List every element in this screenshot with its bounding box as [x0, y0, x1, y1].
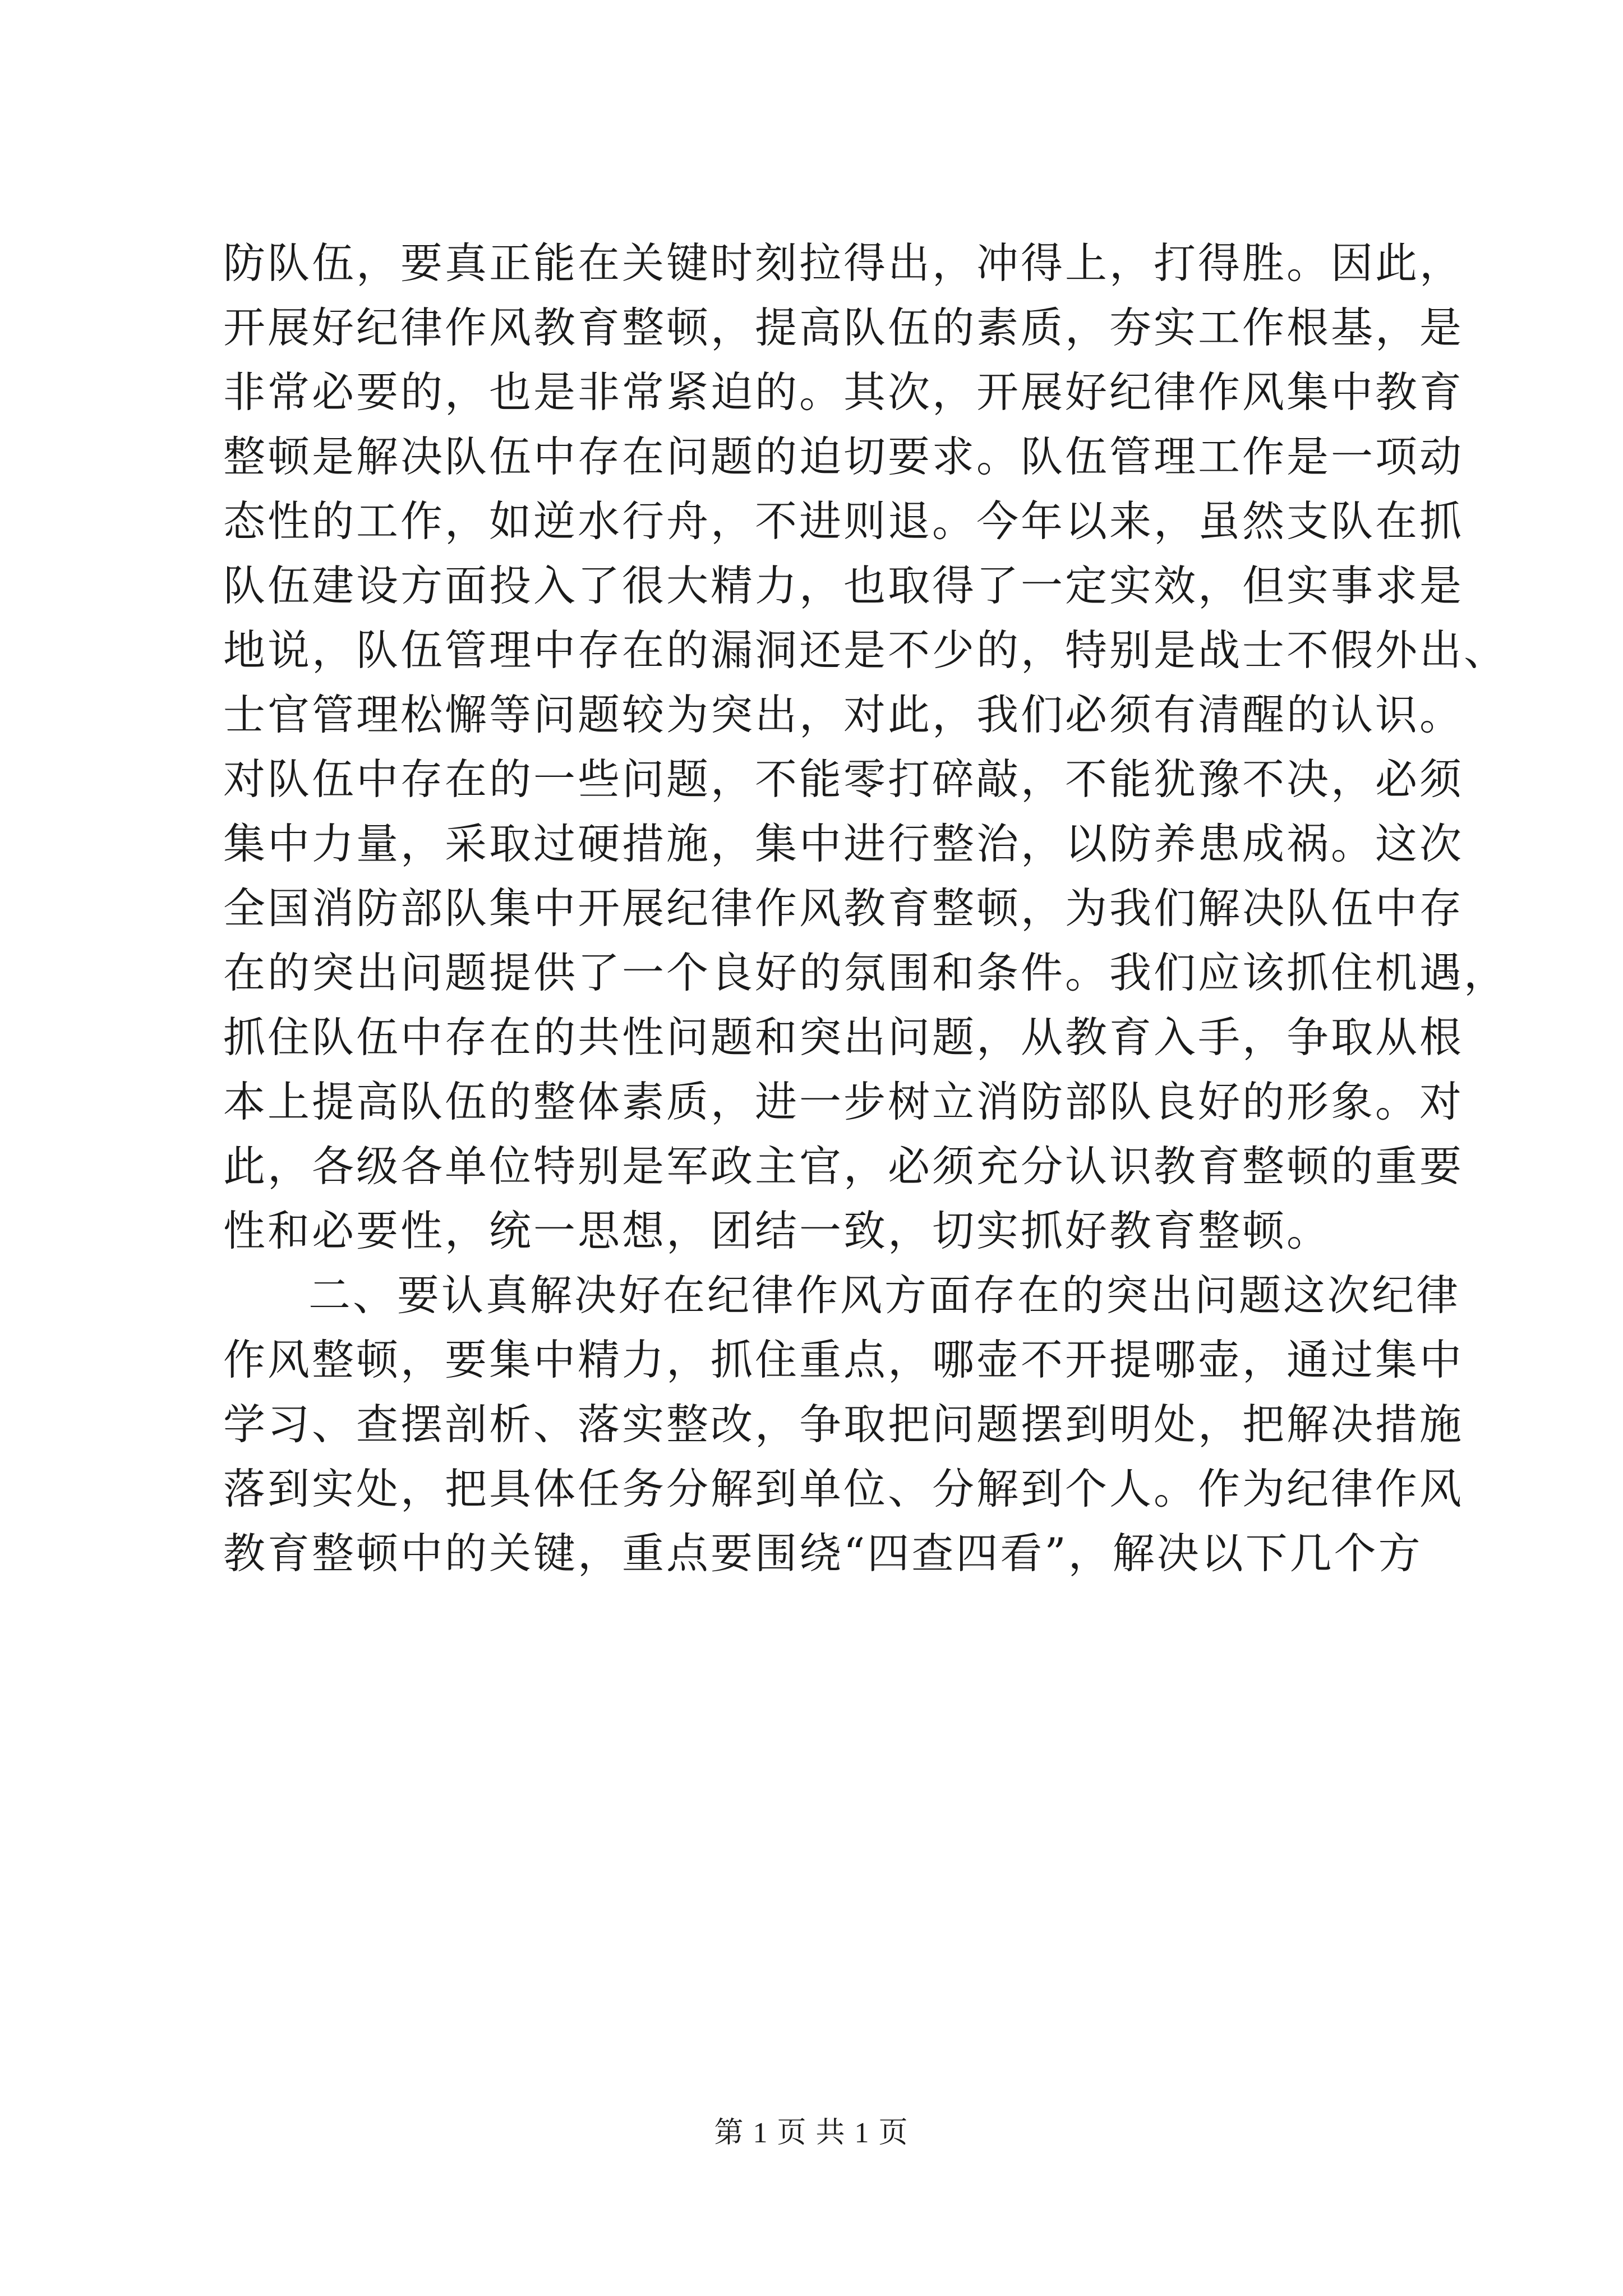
text-line: 本上提高队伍的整体素质，进一步树立消防部队良好的形象。对	[223, 1077, 1464, 1126]
text-line: 集中力量，采取过硬措施，集中进行整治，以防养患成祸。这次	[223, 819, 1464, 868]
text-line: 作风整顿，要集中精力，抓住重点，哪壶不开提哪壶，通过集中	[223, 1335, 1464, 1384]
text-line: 全国消防部队集中开展纪律作风教育整顿，为我们解决队伍中存	[223, 884, 1464, 933]
text-line: 地说，队伍管理中存在的漏洞还是不少的，特别是战士不假外出、	[223, 625, 1509, 675]
text-line: 开展好纪律作风教育整顿，提高队伍的素质，夯实工作根基，是	[223, 303, 1464, 352]
text-line: 非常必要的，也是非常紧迫的。其次，开展好纪律作风集中教育	[223, 367, 1464, 417]
text-line: 教育整顿中的关键，重点要围绕“四查四看”，解决以下几个方	[223, 1529, 1423, 1578]
text-line: 学习、查摆剖析、落实整改，争取把问题摆到明处，把解决措施	[223, 1400, 1464, 1449]
page-footer: 第 1 页 共 1 页	[714, 2117, 909, 2149]
text-line: 性和必要性，统一思想，团结一致，切实抓好教育整顿。	[223, 1206, 1331, 1255]
text-line: 态性的工作，如逆水行舟，不进则退。今年以来，虽然支队在抓	[223, 496, 1464, 546]
text-line: 落到实处，把具体任务分解到单位、分解到个人。作为纪律作风	[223, 1464, 1464, 1513]
text-line: 对队伍中存在的一些问题，不能零打碎敲，不能犹豫不决，必须	[223, 754, 1464, 804]
text-line: 防队伍，要真正能在关键时刻拉得出，冲得上，打得胜。因此，	[223, 238, 1464, 288]
text-line: 在的突出问题提供了一个良好的氛围和条件。我们应该抓住机遇，	[223, 948, 1509, 997]
text-line: 队伍建设方面投入了很大精力，也取得了一定实效，但实事求是	[223, 561, 1464, 610]
document-body	[223, 231, 1509, 1586]
text-line: 二、要认真解决好在纪律作风方面存在的突出问题这次纪律	[308, 1271, 1461, 1320]
text-line: 此，各级各单位特别是军政主官，必须充分认识教育整顿的重要	[223, 1142, 1464, 1191]
text-line: 整顿是解决队伍中存在问题的迫切要求。队伍管理工作是一项动	[223, 432, 1464, 481]
text-line: 士官管理松懈等问题较为突出，对此，我们必须有清醒的认识。	[223, 690, 1464, 739]
text-line: 抓住队伍中存在的共性问题和突出问题，从教育入手，争取从根	[223, 1013, 1464, 1062]
